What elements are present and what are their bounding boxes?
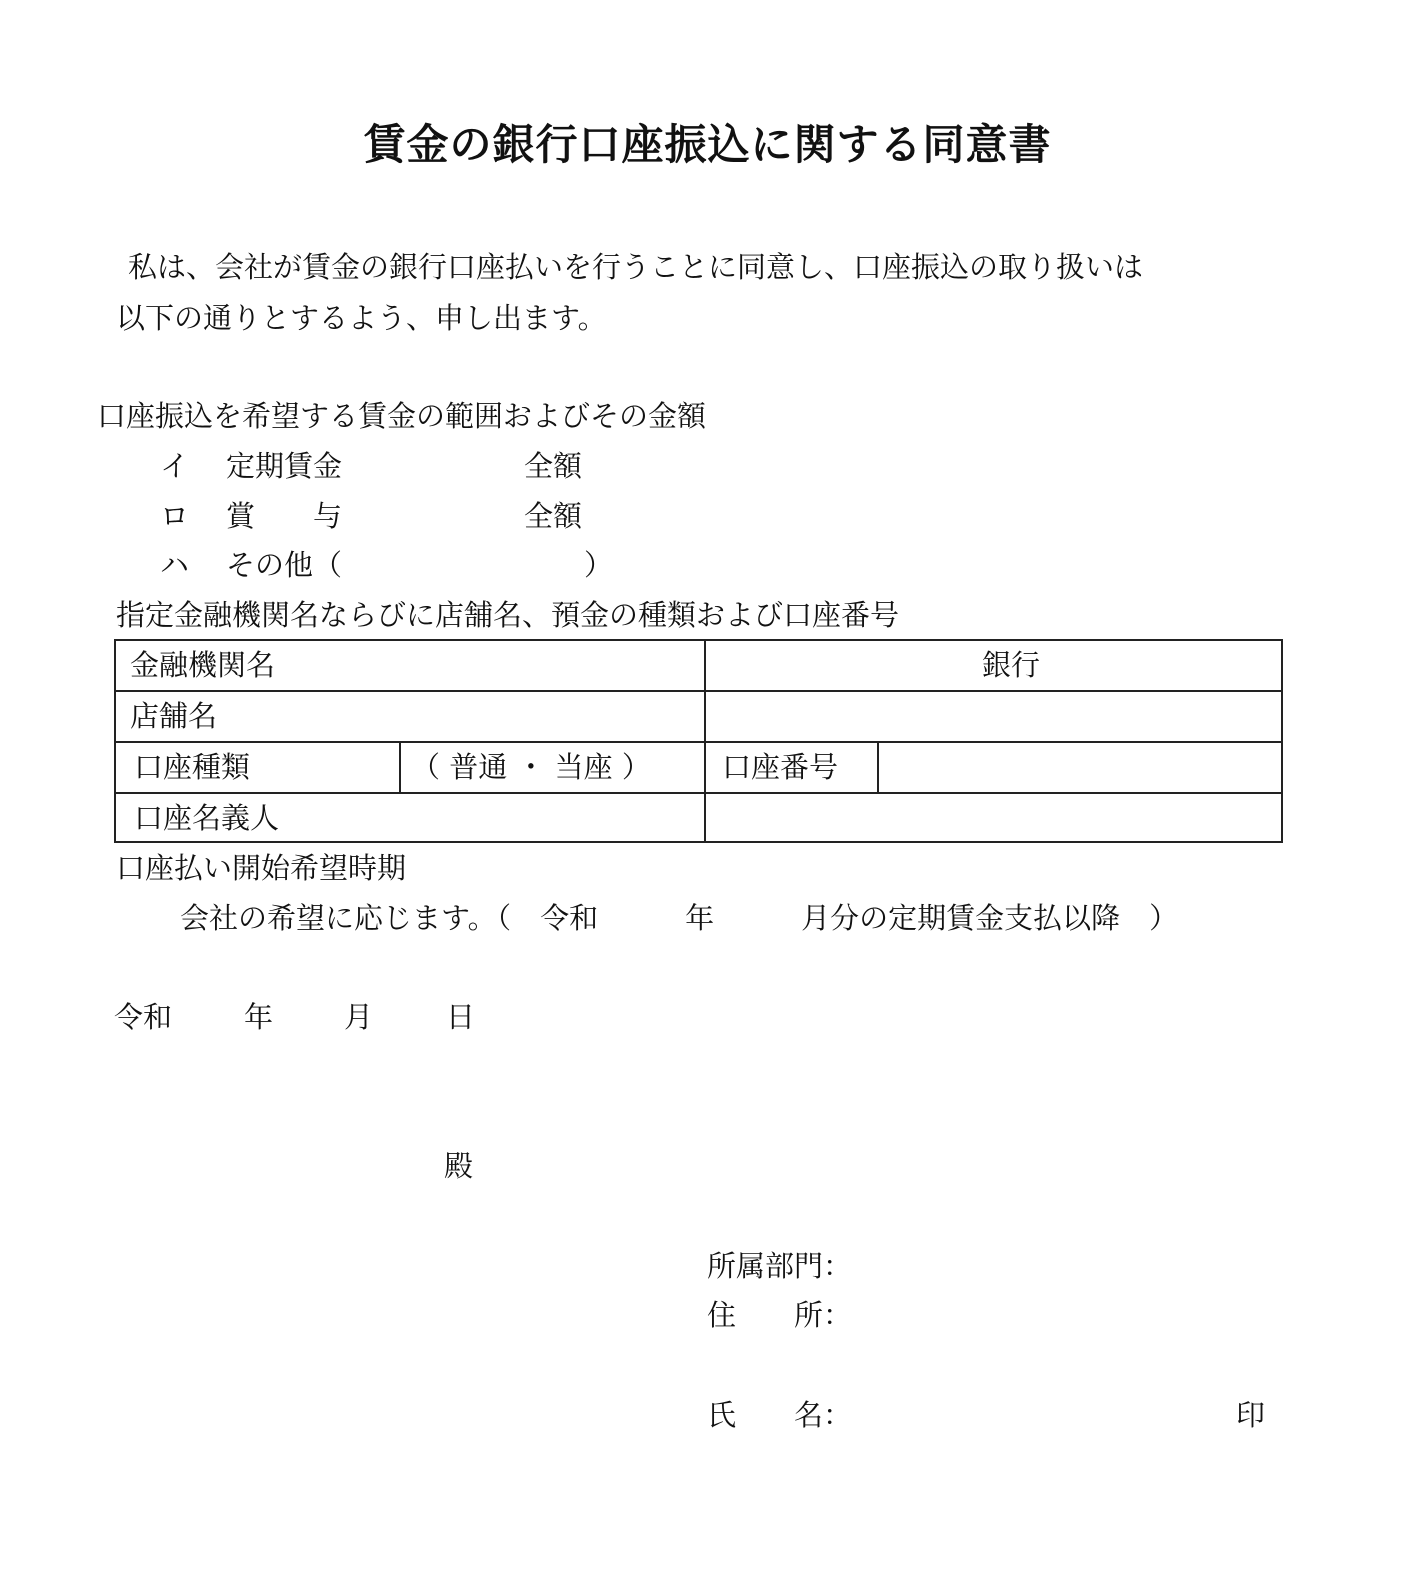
intro-line-2: 以下の通りとするよう、申し出ます。	[116, 301, 607, 335]
department-label: 所属部門：	[707, 1249, 853, 1283]
table-row-divider	[116, 690, 1281, 692]
date-era: 令和	[114, 1000, 173, 1034]
bank-name-label: 金融機関名	[130, 648, 276, 682]
section3-heading: 口座払い開始希望時期	[116, 851, 407, 885]
addressee-suffix: 殿	[444, 1149, 474, 1183]
item-label-regular-wage: 定期賃金	[226, 449, 343, 483]
item-amount-regular-wage: 全額	[524, 449, 583, 483]
address-label: 住 所：	[707, 1298, 853, 1332]
date-year: 年	[244, 1000, 274, 1034]
branch-name-label: 店舗名	[130, 699, 218, 733]
item-other-close-paren: ）	[584, 548, 614, 582]
intro-line-1: 私は、会社が賃金の銀行口座払いを行うことに同意し、口座振込の取り扱いは	[128, 250, 1144, 284]
table-column-divider	[399, 741, 401, 792]
item-label-bonus: 賞 与	[226, 499, 343, 533]
section1-heading: 口座振込を希望する賃金の範囲およびその金額	[97, 399, 707, 433]
item-label-other: その他（	[226, 548, 343, 582]
date-month: 月	[344, 1000, 374, 1034]
account-holder-label: 口座名義人	[134, 801, 280, 835]
item-amount-bonus: 全額	[524, 499, 583, 533]
name-label: 氏 名：	[707, 1398, 853, 1432]
table-row-divider	[116, 792, 1281, 794]
bank-name-suffix: 銀行	[982, 648, 1041, 682]
item-mark-ha: ハ	[160, 548, 190, 582]
document-title: 賃金の銀行口座振込に関する同意書	[363, 120, 1052, 169]
account-number-label: 口座番号	[722, 750, 839, 784]
bank-account-table	[114, 639, 1283, 843]
table-row-divider	[116, 741, 1281, 743]
table-column-divider	[704, 641, 706, 841]
account-type-label: 口座種類	[134, 750, 251, 784]
item-mark-ro: ロ	[160, 499, 190, 533]
seal-label: 印	[1236, 1398, 1266, 1432]
account-type-options: （ 普通 ・ 当座 ）	[411, 750, 651, 784]
start-period-line: 会社の希望に応じます。（ 令和 年 月分の定期賃金支払以降 ）	[180, 901, 1179, 935]
table-column-divider	[877, 741, 879, 792]
date-day: 日	[446, 1000, 476, 1034]
section2-heading: 指定金融機関名ならびに店舗名、預金の種類および口座番号	[116, 598, 900, 632]
item-mark-i: イ	[160, 449, 190, 483]
